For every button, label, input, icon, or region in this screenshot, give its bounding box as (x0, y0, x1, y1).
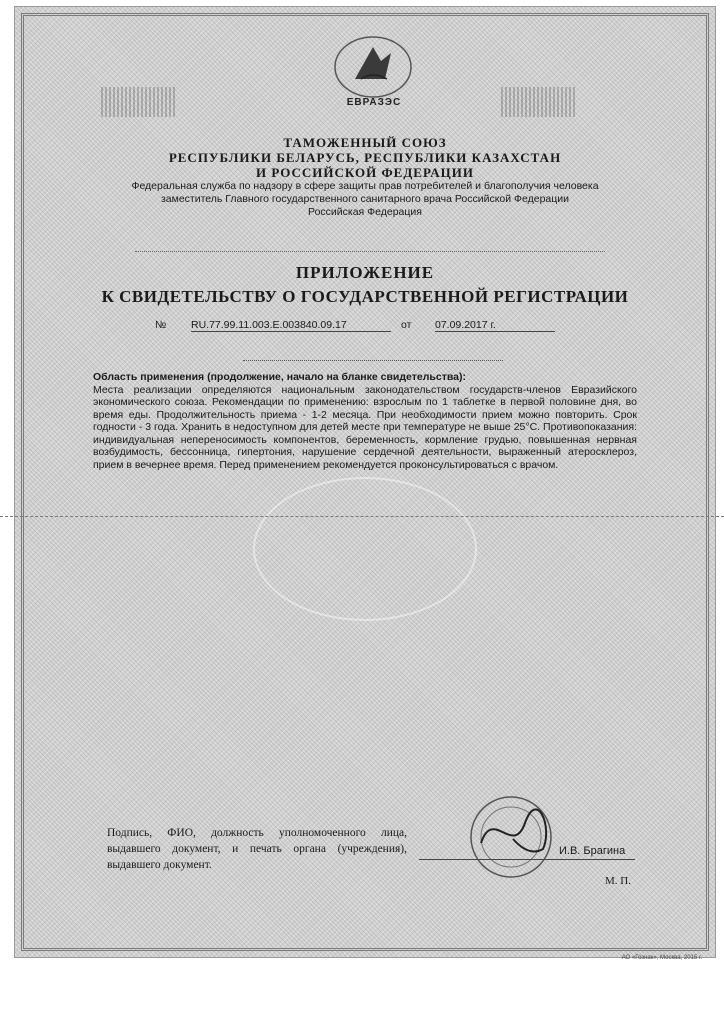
agency-line-3: Российская Федерация (308, 206, 422, 218)
application-heading: Область применения (продолжение, начало на бланке свидетельства): (93, 371, 466, 383)
scan-fold-line (0, 516, 724, 517)
stamp-place-label: М. П. (605, 875, 631, 887)
registration-number: RU.77.99.11.003.E.003840.09.17 (191, 319, 391, 332)
eurasec-emblem-icon (331, 31, 415, 101)
date-label: от (401, 319, 412, 331)
printer-imprint: АО «Гознак», Москва, 2015 г. (621, 955, 702, 961)
agency-line-2: заместитель Главного государственного санитарного врача Российской Федерации (160, 193, 570, 205)
stamp-and-signature-icon (433, 787, 633, 897)
application-area (93, 371, 637, 471)
union-line-1: ТАМОЖЕННЫЙ СОЮЗ (283, 135, 447, 150)
signer-name: И.В. Брагина (559, 845, 626, 857)
signature-caption: Подпись, ФИО, должность уполномоченного лица, выдавшего документ, и печать органа (учреждения), выдавшего документ. (107, 827, 407, 871)
registration-date: 07.09.2017 г. (435, 319, 555, 332)
certificate-sheet (14, 6, 716, 958)
security-pattern-right (501, 87, 577, 117)
union-line-2: РЕСПУБЛИКИ БЕЛАРУСЬ, РЕСПУБЛИКИ КАЗАХСТАН (168, 150, 562, 165)
document-subtitle: К СВИДЕТЕЛЬСТВУ О ГОСУДАРСТВЕННОЙ РЕГИСТРАЦИИ (101, 287, 629, 306)
security-pattern-left (101, 87, 177, 117)
watermark-emblem (253, 477, 477, 621)
emblem-label: ЕВРАЗЭС (346, 97, 402, 108)
registration-row (155, 317, 615, 335)
application-text: Места реализации определяются национальным законодательством государств-членов Евразийского экономического союза. Рекомендации по применению: взрослым по 1 таблетке в первой половине дня, во время еды. Продолжительность приема - 1-2 месяца. При необходимости прием можно повторить. Срок годности - 3 года. Хранить в недоступном для детей месте при температуре не выше 25°С. Противопоказания: индивидуальная непереносимость компонентов, беременность, кормление грудью, повышенная нервная возбудимость, бессонница, гипертония, нарушение сердечной деятельности, выраженный атеросклероз, прием в вечернее время. Перед применением рекомендуется проконсультироваться с врачом. (93, 383, 637, 471)
registration-caption-line (243, 354, 503, 361)
number-label: № (155, 319, 167, 331)
agency-line-1: Федеральная служба по надзору в сфере защиты прав потребителей и благополучия человека (131, 180, 599, 192)
document-title: ПРИЛОЖЕНИЕ (295, 263, 435, 282)
issuer-dotted-line (135, 243, 605, 252)
issuer-header (45, 135, 685, 219)
signature-line (419, 859, 635, 860)
union-line-3: И РОССИЙСКОЙ ФЕДЕРАЦИИ (256, 165, 474, 180)
